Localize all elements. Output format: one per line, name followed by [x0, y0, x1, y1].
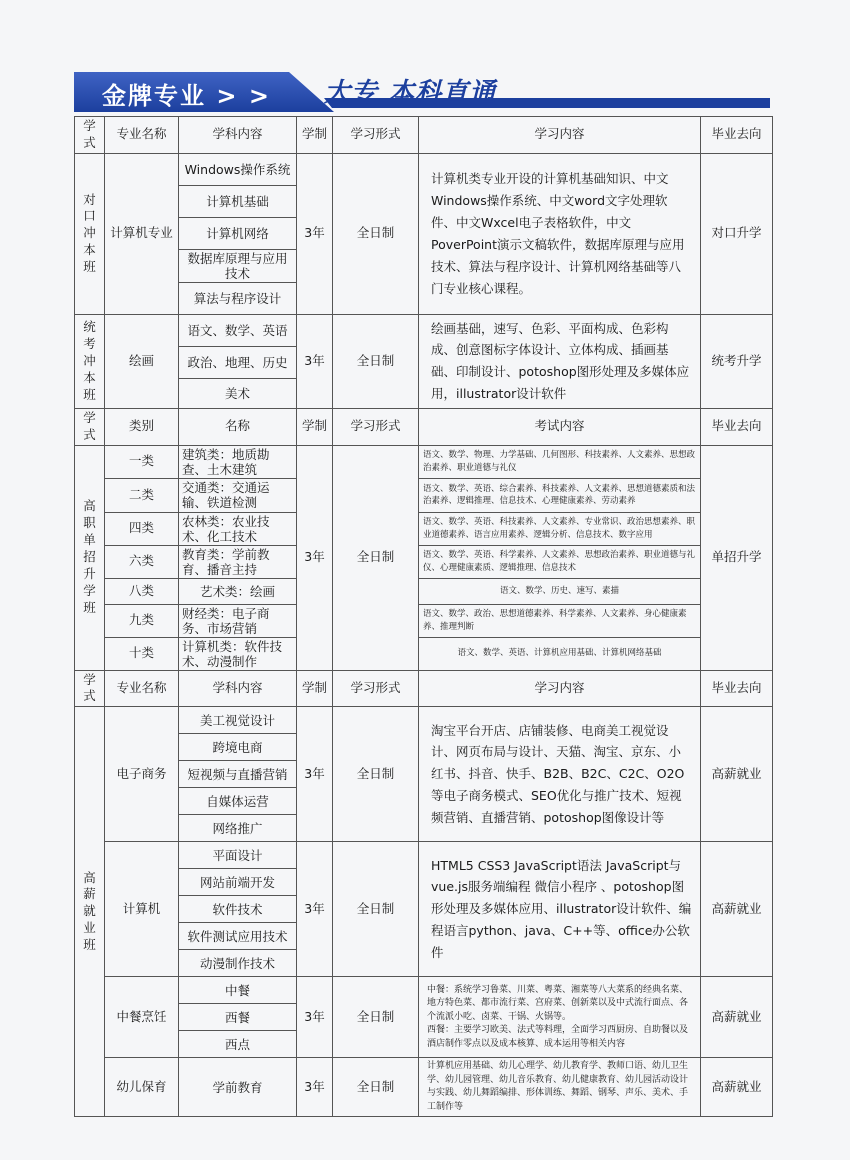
class-type: 高职单招升学班	[75, 445, 105, 670]
col-header: 类别	[105, 408, 179, 445]
table-row	[75, 545, 773, 578]
header-row	[75, 117, 773, 154]
class-type: 对口冲本班	[75, 153, 105, 314]
form-cell: 全日制	[333, 842, 419, 977]
subject-cell: 动漫制作技术	[179, 950, 297, 977]
col-header: 学习形式	[333, 408, 419, 445]
category-cell: 八类	[105, 578, 179, 604]
content-cell: 计算机类专业开设的计算机基础知识、中文Windows操作系统、中文word文字处理软件、中文Wxcel电子表格软件，中文PoverPoint演示文稿软件，数据库原理与应用技术、算法与程序设计、计算机网络基础等八门专业核心课程。	[419, 153, 701, 314]
col-header: 学习内容	[419, 670, 701, 707]
exam-cell: 语文、数学、英语、综合素养、科技素养、人文素养、思想道德素质和法治素养、逻辑推理、信息技术、心理健康素养、劳动素养	[419, 478, 701, 512]
col-header: 专业名称	[105, 117, 179, 154]
subject-cell: 网站前端开发	[179, 869, 297, 896]
cooking-content-western: 西餐：主要学习欧美、法式等料理，全面学习西厨房、自助餐以及酒店制作零点以及成本核算、成本运用等相关内容	[427, 1025, 689, 1049]
col-header: 学式	[75, 670, 105, 707]
major-name: 中餐烹饪	[105, 977, 179, 1058]
category-cell: 十类	[105, 637, 179, 670]
content-cell: 绘画基础，速写、色彩、平面构成、色彩构成、创意图标字体设计、立体构成、插画基础、印制设计、potoshop图形处理及多媒体应用，illustrator设计软件	[419, 314, 701, 408]
col-header: 考试内容	[419, 408, 701, 445]
years-cell: 3年	[297, 153, 333, 314]
table-row	[75, 637, 773, 670]
subject-cell: 短视频与直播营销	[179, 761, 297, 788]
years-cell: 3年	[297, 314, 333, 408]
col-header: 学习形式	[333, 670, 419, 707]
section-header	[74, 72, 770, 112]
exam-cell: 语文、数学、英语、计算机应用基础、计算机网络基础	[419, 637, 701, 670]
form-cell: 全日制	[333, 314, 419, 408]
subject-cell: 数据库原理与应用技术	[179, 249, 297, 282]
subject-cell: 自媒体运营	[179, 788, 297, 815]
destination-cell: 对口升学	[701, 153, 773, 314]
subject-cell: 美工视觉设计	[179, 707, 297, 734]
subject-cell: 软件测试应用技术	[179, 923, 297, 950]
major-name: 绘画	[105, 314, 179, 408]
content-cell	[419, 977, 701, 1058]
name-cell: 财经类：电子商务、市场营销	[179, 604, 297, 637]
years-cell: 3年	[297, 842, 333, 977]
destination-cell: 高薪就业	[701, 1058, 773, 1117]
name-cell: 建筑类：地质勘查、土木建筑	[179, 445, 297, 478]
table-row	[75, 977, 773, 1004]
table-row	[75, 604, 773, 637]
form-cell: 全日制	[333, 153, 419, 314]
content-cell: 淘宝平台开店、店铺装修、电商美工视觉设计、网页布局与设计、天猫、淘宝、京东、小红书、抖音、快手、B2B、B2C、C2C、O2O等电子商务模式、SEO优化与推广技术、短视频营销、直播营销、potoshop图像设计等	[419, 707, 701, 842]
col-header: 毕业去向	[701, 670, 773, 707]
major-name: 计算机	[105, 842, 179, 977]
name-cell: 计算机类：软件技术、动漫制作	[179, 637, 297, 670]
exam-cell: 语文、数学、英语、科学素养、人文素养、思想政治素养、职业道德与礼仪、心理健康素质、逻辑推理、信息技术	[419, 545, 701, 578]
col-header: 学制	[297, 117, 333, 154]
exam-cell: 语文、数学、物理、力学基础、几何图形、科技素养、人文素养、思想政治素养、职业道德与礼仪	[419, 445, 701, 478]
table-row	[75, 707, 773, 734]
subject-cell: Windows操作系统	[179, 153, 297, 185]
table-row	[75, 1058, 773, 1117]
table-row	[75, 512, 773, 545]
table-row	[75, 478, 773, 512]
col-header: 学习形式	[333, 117, 419, 154]
subject-cell: 网络推广	[179, 815, 297, 842]
category-cell: 二类	[105, 478, 179, 512]
destination-cell: 高薪就业	[701, 707, 773, 842]
subject-cell: 美术	[179, 378, 297, 408]
years-cell: 3年	[297, 445, 333, 670]
subject-cell: 算法与程序设计	[179, 282, 297, 314]
name-cell: 农林类：农业技术、化工技术	[179, 512, 297, 545]
destination-cell: 单招升学	[701, 445, 773, 670]
category-cell: 四类	[105, 512, 179, 545]
content-cell: HTML5 CSS3 JavaScript语法 JavaScript与vue.js服务端编程 微信小程序 、potoshop图形处理及多媒体应用、illustrator设计软件、编程语言python、java、C++等、office办公软件	[419, 842, 701, 977]
header-row	[75, 408, 773, 445]
subject-cell: 政治、地理、历史	[179, 346, 297, 378]
name-cell: 艺术类：绘画	[179, 578, 297, 604]
header-title: 金牌专业 > >	[102, 82, 271, 110]
subject-cell: 语文、数学、英语	[179, 314, 297, 346]
table-row	[75, 314, 773, 346]
col-header: 专业名称	[105, 670, 179, 707]
major-name: 电子商务	[105, 707, 179, 842]
subject-cell: 中餐	[179, 977, 297, 1004]
subject-cell: 西点	[179, 1031, 297, 1058]
form-cell: 全日制	[333, 707, 419, 842]
class-type: 统考冲本班	[75, 314, 105, 408]
major-name: 计算机专业	[105, 153, 179, 314]
col-header: 学式	[75, 117, 105, 154]
form-cell: 全日制	[333, 445, 419, 670]
col-header: 毕业去向	[701, 117, 773, 154]
col-header: 学习内容	[419, 117, 701, 154]
col-header: 学制	[297, 670, 333, 707]
col-header: 名称	[179, 408, 297, 445]
years-cell: 3年	[297, 1058, 333, 1117]
subject-cell: 学前教育	[179, 1058, 297, 1117]
col-header: 学科内容	[179, 670, 297, 707]
exam-cell: 语文、数学、历史、速写、素描	[419, 578, 701, 604]
subject-cell: 平面设计	[179, 842, 297, 869]
table-row	[75, 445, 773, 478]
cooking-content-chinese: 中餐：系统学习鲁菜、川菜、粤菜、湘菜等八大菜系的经典名菜、地方特色菜、都市流行菜、宫府菜、创新菜以及中式流行面点、各个流派小吃、卤菜、干锅、火锅等。	[427, 984, 689, 1022]
form-cell: 全日制	[333, 1058, 419, 1117]
col-header: 学制	[297, 408, 333, 445]
header-subtitle: 大专 本科直通	[324, 78, 497, 108]
years-cell: 3年	[297, 707, 333, 842]
header-row	[75, 670, 773, 707]
name-cell: 交通类：交通运输、铁道检测	[179, 478, 297, 512]
years-cell: 3年	[297, 977, 333, 1058]
subject-cell: 计算机基础	[179, 185, 297, 217]
subject-cell: 跨境电商	[179, 734, 297, 761]
form-cell: 全日制	[333, 977, 419, 1058]
col-header: 学科内容	[179, 117, 297, 154]
exam-cell: 语文、数学、英语、科技素养、人文素养、专业常识、政治思想素养、职业道德素养、语言应用素养、逻辑分析、信息技术、数字应用	[419, 512, 701, 545]
destination-cell: 高薪就业	[701, 842, 773, 977]
col-header: 毕业去向	[701, 408, 773, 445]
category-cell: 九类	[105, 604, 179, 637]
subject-cell: 软件技术	[179, 896, 297, 923]
category-cell: 一类	[105, 445, 179, 478]
subject-cell: 西餐	[179, 1004, 297, 1031]
class-type: 高薪就业班	[75, 707, 105, 1117]
table-row	[75, 153, 773, 185]
name-cell: 教育类：学前教育、播音主持	[179, 545, 297, 578]
destination-cell: 统考升学	[701, 314, 773, 408]
program-table	[74, 116, 773, 1117]
exam-cell: 语文、数学、政治、思想道德素养、科学素养、人文素养、身心健康素养、推理判断	[419, 604, 701, 637]
category-cell: 六类	[105, 545, 179, 578]
content-cell: 计算机应用基础、幼儿心理学、幼儿教育学、教师口语、幼儿卫生学、幼儿园管理、幼儿音乐教育、幼儿健康教育、幼儿园活动设计与实践、幼儿舞蹈编排、形体训练、舞蹈、钢琴、声乐、美术、手工制作等	[419, 1058, 701, 1117]
major-name: 幼儿保育	[105, 1058, 179, 1117]
destination-cell: 高薪就业	[701, 977, 773, 1058]
table-row	[75, 842, 773, 869]
subject-cell: 计算机网络	[179, 217, 297, 249]
col-header: 学式	[75, 408, 105, 445]
table-row	[75, 578, 773, 604]
